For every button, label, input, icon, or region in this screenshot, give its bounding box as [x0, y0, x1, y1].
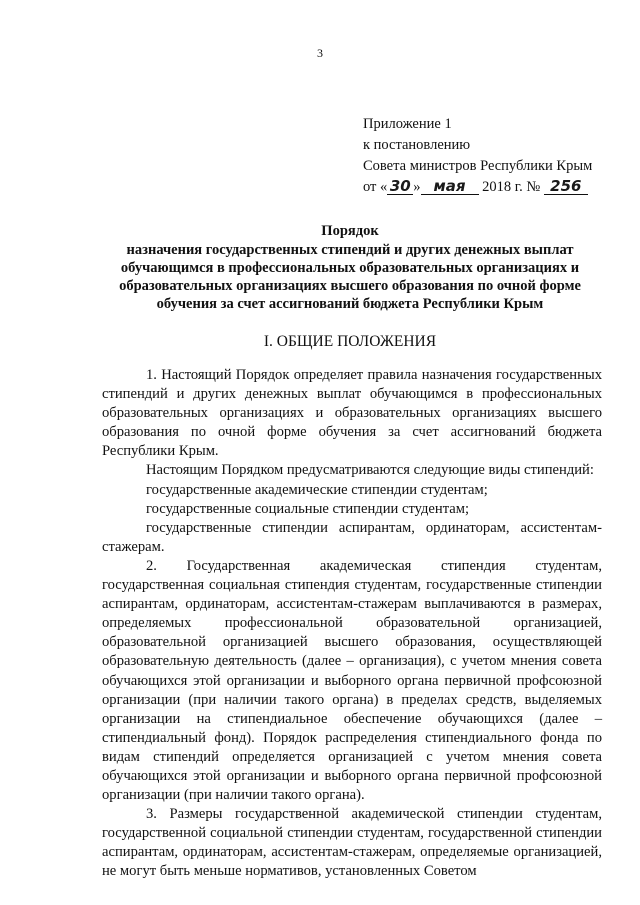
paragraph: Настоящим Порядком предусматриваются следующие виды стипендий:	[146, 462, 594, 479]
title-subtitle-line: назначения государственных стипендий и других денежных выплат	[126, 242, 574, 258]
document-body	[102, 366, 602, 882]
paragraph: 2. Государственная академическая стипендия студентам, государственная социальная стипендия студентам, государственные стипендии аспирантам, ординаторам, ассистентам-стажерам выплачиваются в размерах, определяемых профессиональной образовательной организацией, образовательной организацией высшего образования, осуществляющей образовательную деятельность (далее – организация), с учетом мнения совета обучающихся этой организации и выборного органа первичной профсоюзной организации (при наличии такого органа) в пределах средств, выделяемых организации на стипендиальное обеспечение обучающихся (далее – стипендиальный фонд). Порядок распределения стипендиального фонда по видам стипендий определяется организацией с учетом мнения совета обучающихся этой организации и выборного органа первичной профсоюзной организации (при наличии такого органа).	[102, 557, 602, 804]
list-item: государственные академические стипендии студентам;	[146, 481, 488, 498]
appendix-block	[363, 114, 623, 198]
title-subtitle-line: обучающимся в профессиональных образовательных организациях и	[120, 260, 580, 276]
list-item: государственные социальные стипендии студентам;	[146, 500, 470, 517]
date-year: 2018 г. №	[482, 179, 541, 195]
appendix-line-2: к постановлению	[363, 137, 471, 153]
section-heading: I. ОБЩИЕ ПОЛОЖЕНИЯ	[263, 333, 437, 350]
page-number: 3	[317, 46, 323, 60]
document-title	[95, 222, 605, 313]
handwritten-month: мая	[421, 179, 479, 195]
appendix-line-3: Совета министров Республики Крым	[363, 158, 593, 174]
date-mid: »	[413, 179, 421, 195]
handwritten-number: 256	[544, 179, 588, 195]
paragraph: 1. Настоящий Порядок определяет правила назначения государственных стипендий и других денежных выплат обучающимся в профессиональных образовательных организациях и образовательных организациях высшего образования по очной форме обучения за счет ассигнований бюджета Республики Крым.	[102, 367, 602, 460]
title-subtitle-line: образовательных организациях высшего образования по очной форме	[119, 278, 581, 294]
appendix-date-line	[363, 177, 623, 198]
list-item: государственные стипендии аспирантам, ординаторам, ассистентам-стажерам.	[102, 519, 602, 555]
title-main: Порядок	[321, 223, 379, 239]
paragraph: 3. Размеры государственной академической стипендии студентам, государственной социальной стипендии студентам, государственной стипендии аспирантам, ординаторам, ассистентам-стажерам, определяемые организацией, не могут быть меньше нормативов, установленных Советом	[102, 806, 602, 880]
handwritten-day: 30	[387, 179, 413, 195]
date-prefix: от «	[363, 179, 388, 195]
title-subtitle	[95, 241, 605, 313]
appendix-line-1: Приложение 1	[363, 116, 452, 132]
title-subtitle-line: обучения за счет ассигнований бюджета Республики Крым	[156, 296, 544, 312]
